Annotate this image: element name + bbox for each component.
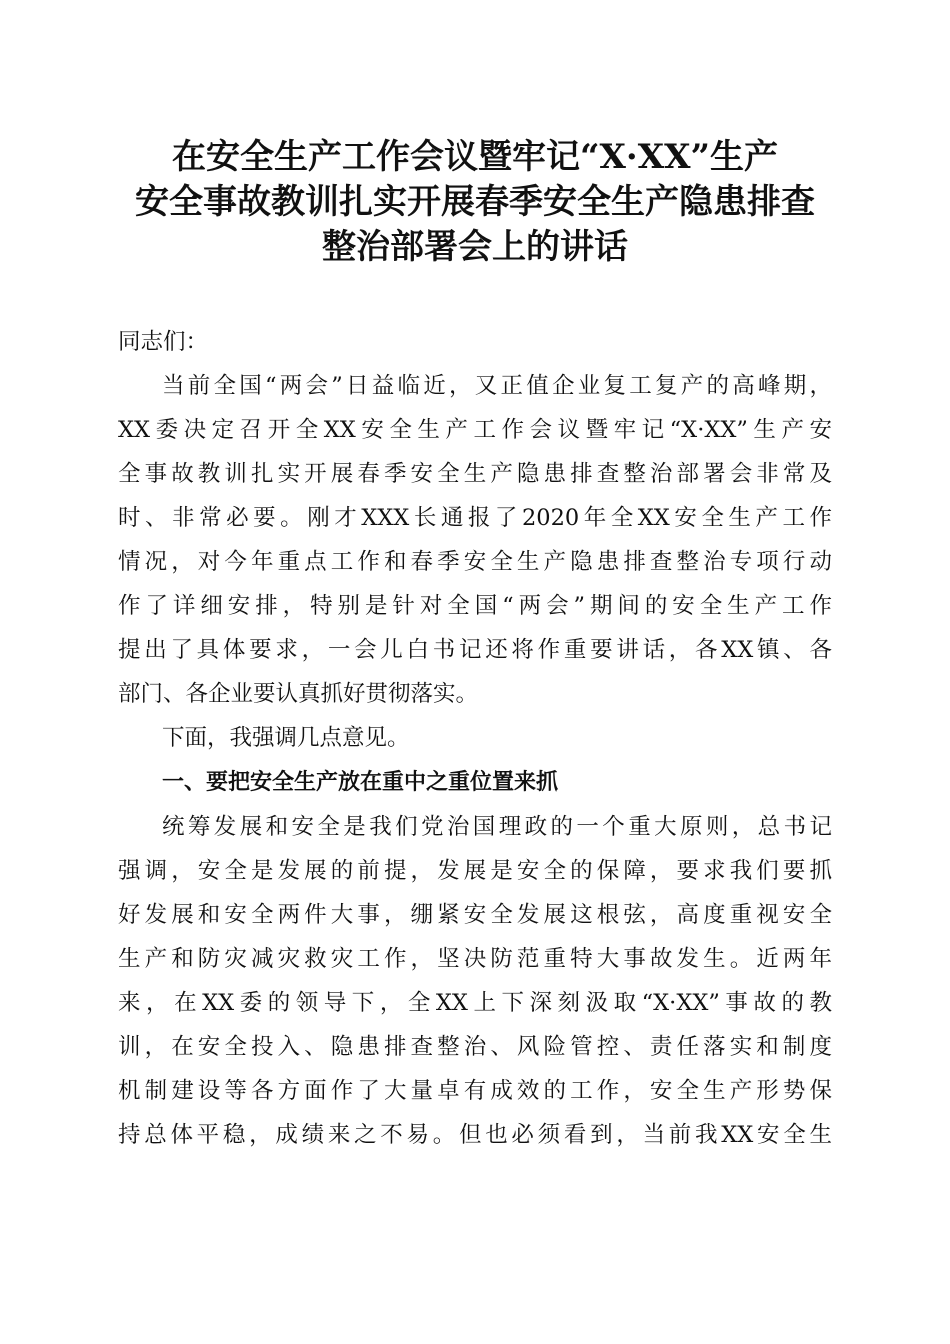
paragraph-1-line: 当前全国“两会”日益临近，又正值企业复工复产的高峰期， (162, 373, 832, 399)
paragraph-1-line: 提出了具体要求，一会儿白书记还将作重要讲话，各XX镇、各 (118, 637, 832, 663)
paragraph-3-line: 来，在XX委的领导下，全XX上下深刻汲取“X·XX”事故的教 (118, 990, 832, 1016)
title-line-3: 整治部署会上的讲话 (322, 227, 628, 267)
salutation: 同志们： (118, 329, 209, 355)
paragraph-1-line: XX委决定召开全XX安全生产工作会议暨牢记“X·XX”生产安 (118, 417, 832, 443)
paragraph-3-line: 好发展和安全两件大事，绷紧安全发展这根弦，高度重视安全 (118, 902, 832, 928)
paragraph-3-line: 训，在安全投入、隐患排查整治、风险管控、责任落实和制度 (118, 1034, 832, 1060)
paragraph-1-line: 时、非常必要。刚才XXX长通报了2020年全XX安全生产工作 (118, 505, 832, 531)
paragraph-1-line: 情况，对今年重点工作和春季安全生产隐患排查整治专项行动 (118, 549, 832, 575)
paragraph-3-line: 机制建设等各方面作了大量卓有成效的工作，安全生产形势保 (118, 1078, 832, 1104)
paragraph-2: 下面，我强调几点意见。 (162, 725, 410, 751)
paragraph-3-line: 统筹发展和安全是我们党治国理政的一个重大原则，总书记 (162, 814, 832, 840)
paragraph-3-line: 生产和防灾减灾救灾工作，坚决防范重特大事故发生。近两年 (118, 946, 832, 972)
paragraph-1-line: 部门、各企业要认真抓好贯彻落实。 (118, 681, 479, 707)
paragraph-3-line: 强调，安全是发展的前提，发展是安全的保障，要求我们要抓 (118, 858, 832, 884)
paragraph-3-line: 持总体平稳，成绩来之不易。但也必须看到，当前我XX安全生 (118, 1122, 832, 1148)
title-line-1: 在安全生产工作会议暨牢记“X·XX”生产 (171, 137, 779, 177)
paragraph-1-line: 作了详细安排，特别是针对全国“两会”期间的安全生产工作 (118, 593, 832, 619)
title-line-2: 安全事故教训扎实开展春季安全生产隐患排查 (135, 182, 815, 222)
section-1-heading: 一、要把安全生产放在重中之重位置来抓 (162, 770, 559, 795)
paragraph-1-line: 全事故教训扎实开展春季安全生产隐患排查整治部署会非常及 (118, 461, 832, 487)
